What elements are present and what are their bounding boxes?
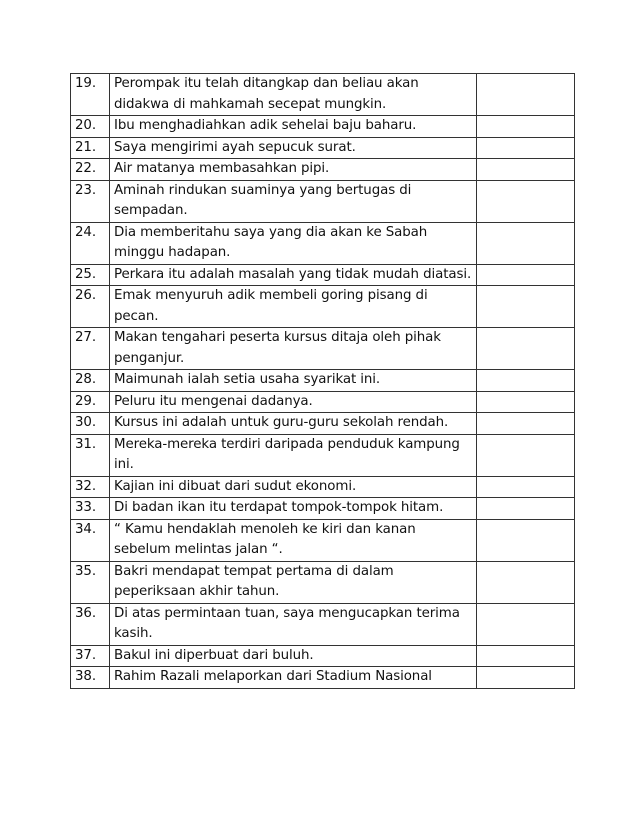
answer-cell[interactable] <box>477 74 575 116</box>
answer-cell[interactable] <box>477 434 575 476</box>
answer-cell[interactable] <box>477 180 575 222</box>
sentence-text: Di badan ikan itu terdapat tompok-tompok hitam. <box>110 498 477 520</box>
table-row <box>71 561 575 603</box>
table-row <box>71 328 575 370</box>
item-number: 32. <box>71 476 110 498</box>
answer-cell[interactable] <box>477 413 575 435</box>
answer-cell[interactable] <box>477 222 575 264</box>
table-row <box>71 74 575 116</box>
sentence-text: Kursus ini adalah untuk guru-guru sekolah rendah. <box>110 413 477 435</box>
item-number: 31. <box>71 434 110 476</box>
answer-cell[interactable] <box>477 645 575 667</box>
item-number: 26. <box>71 286 110 328</box>
sentence-table <box>70 73 575 689</box>
table-row <box>71 434 575 476</box>
item-number: 38. <box>71 667 110 689</box>
table-row <box>71 519 575 561</box>
answer-cell[interactable] <box>477 137 575 159</box>
sentence-text: Perompak itu telah ditangkap dan beliau akan didakwa di mahkamah secepat mungkin. <box>110 74 477 116</box>
answer-cell[interactable] <box>477 667 575 689</box>
answer-cell[interactable] <box>477 498 575 520</box>
table-row <box>71 603 575 645</box>
item-number: 19. <box>71 74 110 116</box>
item-number: 35. <box>71 561 110 603</box>
item-number: 20. <box>71 116 110 138</box>
item-number: 29. <box>71 391 110 413</box>
item-number: 28. <box>71 370 110 392</box>
table-row <box>71 498 575 520</box>
answer-cell[interactable] <box>477 476 575 498</box>
sentence-text: Peluru itu mengenai dadanya. <box>110 391 477 413</box>
sentence-text: Makan tengahari peserta kursus ditaja oleh pihak penganjur. <box>110 328 477 370</box>
table-row <box>71 222 575 264</box>
item-number: 37. <box>71 645 110 667</box>
answer-cell[interactable] <box>477 519 575 561</box>
sentence-text: Saya mengirimi ayah sepucuk surat. <box>110 137 477 159</box>
sentence-text: Ibu menghadiahkan adik sehelai baju baharu. <box>110 116 477 138</box>
sentence-text: Maimunah ialah setia usaha syarikat ini. <box>110 370 477 392</box>
item-number: 25. <box>71 264 110 286</box>
sentence-text: Bakri mendapat tempat pertama di dalam peperiksaan akhir tahun. <box>110 561 477 603</box>
item-number: 21. <box>71 137 110 159</box>
item-number: 33. <box>71 498 110 520</box>
table-row <box>71 137 575 159</box>
sentence-text: Mereka-mereka terdiri daripada penduduk kampung ini. <box>110 434 477 476</box>
sentence-text: Dia memberitahu saya yang dia akan ke Sabah minggu hadapan. <box>110 222 477 264</box>
table-row <box>71 116 575 138</box>
item-number: 27. <box>71 328 110 370</box>
item-number: 22. <box>71 159 110 181</box>
table-row <box>71 264 575 286</box>
sentence-text: Kajian ini dibuat dari sudut ekonomi. <box>110 476 477 498</box>
answer-cell[interactable] <box>477 561 575 603</box>
table-row <box>71 667 575 689</box>
answer-cell[interactable] <box>477 264 575 286</box>
sentence-text: Rahim Razali melaporkan dari Stadium Nasional <box>110 667 477 689</box>
answer-cell[interactable] <box>477 370 575 392</box>
table-row <box>71 413 575 435</box>
sentence-text: Emak menyuruh adik membeli goring pisang di pecan. <box>110 286 477 328</box>
answer-cell[interactable] <box>477 116 575 138</box>
item-number: 24. <box>71 222 110 264</box>
table-row <box>71 645 575 667</box>
table-row <box>71 286 575 328</box>
worksheet <box>70 73 569 689</box>
answer-cell[interactable] <box>477 286 575 328</box>
sentence-text: Perkara itu adalah masalah yang tidak mudah diatasi. <box>110 264 477 286</box>
table-row <box>71 180 575 222</box>
sentence-text: Di atas permintaan tuan, saya mengucapkan terima kasih. <box>110 603 477 645</box>
table-row <box>71 159 575 181</box>
sentence-text: Aminah rindukan suaminya yang bertugas di sempadan. <box>110 180 477 222</box>
item-number: 34. <box>71 519 110 561</box>
item-number: 23. <box>71 180 110 222</box>
item-number: 36. <box>71 603 110 645</box>
answer-cell[interactable] <box>477 159 575 181</box>
table-row <box>71 476 575 498</box>
sentence-text: Air matanya membasahkan pipi. <box>110 159 477 181</box>
table-row <box>71 391 575 413</box>
answer-cell[interactable] <box>477 391 575 413</box>
sentence-table-body <box>71 74 575 689</box>
answer-cell[interactable] <box>477 603 575 645</box>
item-number: 30. <box>71 413 110 435</box>
sentence-text: “ Kamu hendaklah menoleh ke kiri dan kanan sebelum melintas jalan “. <box>110 519 477 561</box>
table-row <box>71 370 575 392</box>
sentence-text: Bakul ini diperbuat dari buluh. <box>110 645 477 667</box>
answer-cell[interactable] <box>477 328 575 370</box>
